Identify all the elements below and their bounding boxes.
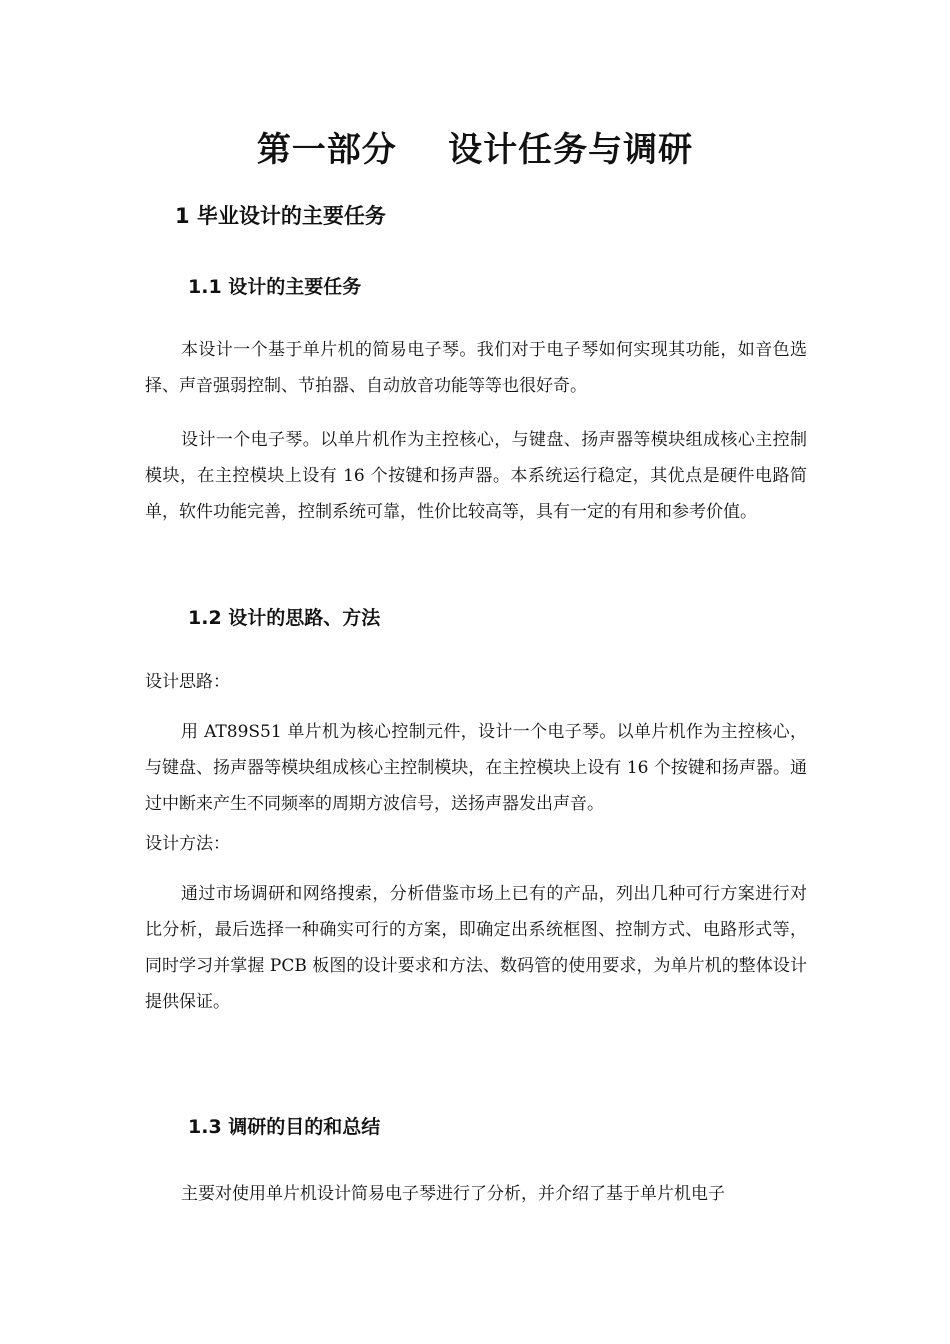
paragraph-text: 用 AT89S51 单片机为核心控制元件，设计一个电子琴。以单片机作为主控核心，与键盘、扬声器等模块组成核心主控制模块，在主控模块上设有 16 个按键和扬声器。通过中断来产生不同频率的周期方波信号，送扬声器发出声音。 [145,722,807,814]
paragraph-text: 主要对使用单片机设计简易电子琴进行了分析，并介绍了基于单片机电子 [181,1184,725,1204]
paragraph-design-idea [145,714,807,822]
paragraph-design-method [145,876,807,1020]
paragraph-1-1-a [145,332,807,404]
section-heading-1: 1 毕业设计的主要任务 [175,204,386,228]
paragraph-1-1-b [145,422,807,530]
label-design-idea: 设计思路： [145,672,230,692]
subsection-heading-1-1: 1.1 设计的主要任务 [188,276,362,298]
paragraph-text: 本设计一个基于单片机的简易电子琴。我们对于电子琴如何实现其功能，如音色选择、声音强弱控制、节拍器、自动放音功能等等也很好奇。 [145,340,807,396]
label-design-method: 设计方法： [145,834,230,854]
subsection-heading-1-3: 1.3 调研的目的和总结 [188,1116,381,1138]
paragraph-text: 设计一个电子琴。以单片机作为主控核心，与键盘、扬声器等模块组成核心主控制模块，在主控模块上设有 16 个按键和扬声器。本系统运行稳定，其优点是硬件电路简单，软件功能完善，控制系统可靠，性价比较高等，具有一定的有用和参考价值。 [145,430,807,522]
subsection-heading-1-2: 1.2 设计的思路、方法 [188,607,381,629]
paragraph-text: 通过市场调研和网络搜索，分析借鉴市场上已有的产品，列出几种可行方案进行对比分析，最后选择一种确实可行的方案，即确定出系统框图、控制方式、电路形式等，同时学习并掌握 PCB 板图的设计要求和方法、数码管的使用要求，为单片机的整体设计提供保证。 [145,884,807,1012]
document-title: 第一部分 设计任务与调研 [256,130,694,170]
paragraph-1-3 [145,1176,807,1212]
